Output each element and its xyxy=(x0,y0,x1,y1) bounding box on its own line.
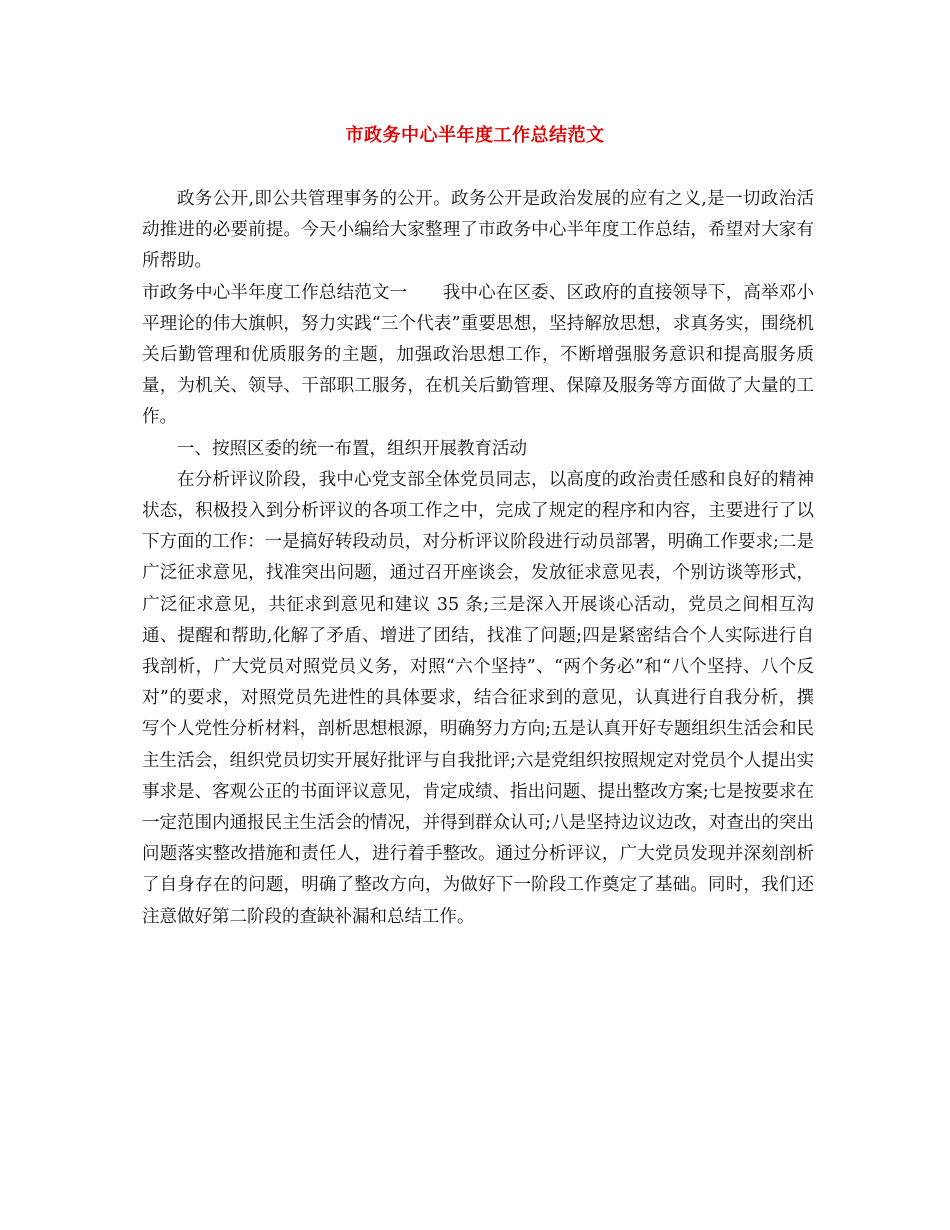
paragraph-analysis-review: 在分析评议阶段，我中心党支部全体党员同志，以高度的政治责任感和良好的精神状态，积极投入到分析评议的各项工作之中，完成了规定的程序和内容，主要进行了以下方面的工作：一是搞好转段动员，对分析评议阶段进行动员部署，明确工作要求;二是广泛征求意见，找准突出问题，通过召开座谈会，发放征求意见表，个别访谈等形式，广泛征求意见，共征求到意见和建议 35 条;三是深入开展谈心活动，党员之间相互沟通、提醒和帮助,化解了矛盾、增进了团结，找准了问题;四是紧密结合个人实际进行自我剖析，广大党员对照党员义务，对照“六个坚持”、“两个务必”和“八个坚持、八个反对”的要求，对照党员先进性的具体要求，结合征求到的意见，认真进行自我分析，撰写个人党性分析材料，剖析思想根源，明确努力方向;五是认真开好专题组织生活会和民主生活会，组织党员切实开展好批评与自我批评;六是党组织按照规定对党员个人提出实事求是、客观公正的书面评议意见，肯定成绩、指出问题、提出整改方案;七是按要求在一定范围内通报民主生活会的情况，并得到群众认可;八是坚持边议边改，对查出的突出问题落实整改措施和责任人，进行着手整改。通过分析评议，广大党员发现并深刻剖析了自身存在的问题，明确了整改方向，为做好下一阶段工作奠定了基础。同时，我们还注意做好第二阶段的查缺补漏和总结工作。 xyxy=(142,469,814,927)
paragraph-intro: 政务公开,即公共管理事务的公开。政务公开是政治发展的应有之义,是一切政治活动推进的必要前提。今天小编给大家整理了市政务中心半年度工作总结，希望对大家有所帮助。 xyxy=(142,189,814,272)
paragraph-summary-one: 市政务中心半年度工作总结范文一 我中心在区委、区政府的直接领导下，高举邓小平理论的伟大旗帜，努力实践“三个代表”重要思想，坚持解放思想，求真务实，围绕机关后勤管理和优质服务的主题，加强政治思想工作，不断增强服务意识和提高服务质量，为机关、领导、干部职工服务，在机关后勤管理、保障及服务等方面做了大量的工作。 xyxy=(142,282,814,428)
document-title: 市政务中心半年度工作总结范文 xyxy=(345,125,605,146)
document-body xyxy=(142,184,814,933)
section-heading-one: 一、按照区委的统一布置，组织开展教育活动 xyxy=(177,438,527,459)
